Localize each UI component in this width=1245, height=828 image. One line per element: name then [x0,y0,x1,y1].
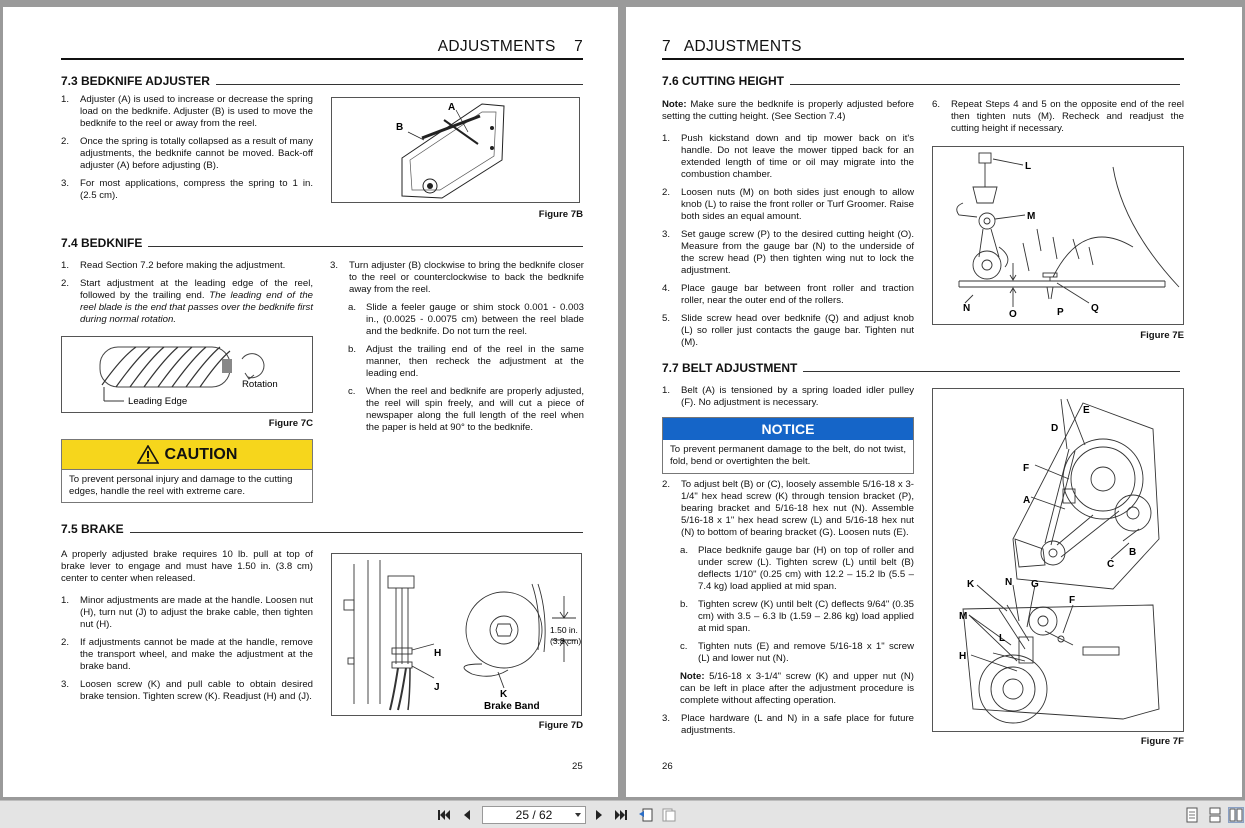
notice-text: To prevent permanent damage to the belt, do not twist, fold, bend or overtighten the belt. [670,444,906,467]
figure-7f-caption: Figure 7F [1140,736,1184,747]
figure-7b [331,97,580,203]
list-item: 1. Adjuster (A) is used to increase or decrease the spring load on the bedknife. Adjuster (B) is used to move the bedknife to the reel or away from the reel. [61,94,313,129]
label-dim-in: 1.50 in. [550,625,578,635]
list-item: b. Tighten screw (K) until belt (C) deflects 9/64" (0.35 cm) with 3.5 – 6.3 lb (1.59 – 2.86 kg) load applied at mid span. [680,599,914,634]
header-title: ADJUSTMENTS [437,38,556,55]
list-item: 3. Loosen screw (K) and pull cable to obtain desired brake tension. Tighten screw (K). Readjust (H) and (J). [61,679,313,702]
last-page-button[interactable] [613,807,629,823]
label-b: B [396,122,404,133]
list-item: 2. If adjustments cannot be made at the handle, remove the transport wheel, and make the adjustment at the brake band. [61,637,313,672]
forward-view-icon [661,807,677,823]
brake-intro: A properly adjusted brake requires 10 lb. pull at top of brake lever to engage and must have 1.50 in. (3.8 cm) center to center when released. [61,549,313,584]
label-f2: F [1069,595,1076,606]
page-number: 26 [662,761,673,772]
list-item: c. When the reel and bedknife are properly adjusted, the reel will spin freely, and will cut a piece of newspaper along the full length of the reel when the paper is held at 90° to the bedknife. [348,386,584,433]
section-title-7-4: 7.4 BEDKNIFE [61,236,583,250]
section-title-7-7: 7.7 BELT ADJUSTMENT [662,361,1180,375]
label-d: D [1051,423,1059,434]
note: Note: Make sure the bedknife is properly adjusted before setting the cutting height. (See Section 7.4) [662,99,914,122]
figure-7e [932,146,1184,325]
label-leading-edge: Leading Edge [128,396,188,407]
page-25 [3,7,618,797]
label-brake-band: Brake Band [484,701,540,712]
header-title: ADJUSTMENTS [683,38,802,55]
header-chapter: 7 [662,38,671,55]
label-l: L [999,633,1006,644]
label-n: N [1005,577,1013,588]
continuous-page-icon [1208,807,1222,823]
label-m: M [959,611,968,622]
section-7-7-intro [662,385,914,415]
list-item: c. Tighten nuts (E) and remove 5/16-18 x 1" screw (L) and lower nut (N). [680,641,914,664]
dropdown-caret-icon [575,813,581,817]
cutting-height-illustration [933,147,1183,324]
header-chapter: 7 [574,38,583,55]
label-c: C [1107,559,1115,570]
list-item: b. Adjust the trailing end of the reel in the same manner, then recheck the adjustment at the leading end. [348,344,584,379]
caution-header [62,440,312,470]
section-7-3-text [61,94,313,208]
warning-triangle-icon [137,445,159,464]
notice-box [662,417,914,474]
label-a: A [1023,495,1031,506]
section-7-7-text [662,479,914,743]
caution-text: To prevent personal injury and damage to the cutting edges, handle the reel with extreme care. [69,474,293,497]
page-26 [626,7,1242,797]
section-7-4-text-left [61,260,313,332]
figure-7c-caption: Figure 7C [268,418,313,429]
label-dim-cm: (3.8 cm) [550,636,581,646]
list-item: 1. Read Section 7.2 before making the adjustment. [61,260,286,271]
label-h: H [434,648,442,659]
list-item: 1. Minor adjustments are made at the handle. Loosen nut (H), turn nut (J) to adjust the brake cable, then tighten nut (H). [61,595,313,630]
label-l: L [1025,161,1032,172]
first-page-icon [437,809,451,821]
list-item: 3. Set gauge screw (P) to the desired cutting height (O). Measure from the gauge bar (N) to the underside of the screw head (P) then tighten wing nut to lock the adjustment. [662,229,914,276]
go-forward-view-button[interactable] [661,807,677,823]
header-rule [662,58,1184,60]
bedknife-adjuster-illustration [332,98,579,202]
previous-page-icon [462,809,472,821]
label-m: M [1027,211,1036,222]
label-n: N [963,303,971,314]
belt-adjustment-illustration [933,389,1183,731]
back-view-icon [638,807,654,823]
figure-7e-caption: Figure 7E [1140,330,1184,341]
page-header [438,38,583,56]
previous-page-button[interactable] [459,807,475,823]
viewer-toolbar [0,800,1245,828]
label-k: K [967,579,975,590]
page-header [662,38,802,56]
next-page-icon [594,809,604,821]
notice-title: NOTICE [663,418,913,440]
list-item: 3. Place hardware (L and N) in a safe place for future adjustments. [662,713,914,736]
section-7-5-text [61,549,313,709]
last-page-icon [614,809,628,821]
reel-illustration [62,337,312,412]
page-indicator: 25 / 62 [515,808,553,822]
caution-box [61,439,313,503]
section-title-7-6: 7.6 CUTTING HEIGHT [662,74,1180,88]
page-number: 25 [572,761,583,772]
figure-7d-caption: Figure 7D [538,720,583,731]
section-7-6-text-right [932,99,1184,141]
label-rotation: Rotation [242,379,278,390]
section-7-4-text-right [330,260,584,440]
label-e: E [1083,405,1090,416]
single-page-icon [1185,807,1199,823]
section-7-6-text [662,99,914,355]
list-item: a. Slide a feeler gauge or shim stock 0.001 - 0.003 in., (0.0025 - 0.0075 cm) between the reel blade and the bedknife. Do not turn the reel. [348,302,584,337]
header-rule [61,58,583,60]
label-p: P [1057,307,1064,318]
two-page-view-button[interactable] [1228,807,1244,823]
list-item: 2. Once the spring is totally collapsed as a result of many adjustments, the bedknife cannot be moved. Back-off adjuster (A) before adjusting (B). [61,136,313,171]
first-page-button[interactable] [436,807,452,823]
note: Note: 5/16-18 x 3-1/4" screw (K) and upper nut (N) can be left in place after the adjustment procedure is complete without affecting operation. [680,671,914,706]
list-item: 4. Place gauge bar between front roller and traction roller, near the outer end of the rollers. [662,283,914,306]
figure-7b-caption: Figure 7B [538,209,583,220]
label-b: B [1129,547,1137,558]
continuous-view-button[interactable] [1207,807,1223,823]
figure-7c [61,336,313,413]
figure-7f [932,388,1184,732]
page-number-input[interactable] [482,806,586,824]
go-back-view-button[interactable] [638,807,654,823]
list-item: 3. For most applications, compress the spring to 1 in. (2.5 cm). [61,178,313,201]
section-title-7-3: 7.3 BEDKNIFE ADJUSTER [61,74,583,88]
two-page-icon [1229,808,1243,822]
list-item: 5. Slide screw head over bedknife (Q) and adjust knob (L) so roller just contacts the gauge bar. Tighten nut (M). [662,313,914,348]
single-page-view-button[interactable] [1184,807,1200,823]
figure-7d [331,553,582,716]
list-item: 6. Repeat Steps 4 and 5 on the opposite end of the reel then tighten nuts (M). Recheck and readjust the cutting height if necessary. [932,99,1184,134]
list-item: 1. Belt (A) is tensioned by a spring loaded idler pulley (F). No adjustment is necessary. [662,385,914,408]
label-h: H [959,651,967,662]
label-q: Q [1091,303,1099,314]
list-item: a. Place bedknife gauge bar (H) on top of roller and under screw (L). Tighten screw (L) until belt (B) deflects 1/10" (0.25 cm) with 12.2 – 15.2 lb (5.5 – 7.4 kg) load applied at mid span. [680,545,914,592]
next-page-button[interactable] [591,807,607,823]
label-o: O [1009,309,1017,320]
section-title-7-5: 7.5 BRAKE [61,522,583,536]
list-item: 3. Turn adjuster (B) clockwise to bring the bedknife closer to the reel or counterclockwise to back the bedknife away from the reel. [330,260,584,295]
label-f: F [1023,463,1030,474]
list-item: 2. To adjust belt (B) or (C), loosely assemble 5/16-18 x 3-1/4" hex head screw (K) through tension bracket (P), bearing bracket and 5/16-18 hex nut (N). Assemble 5/16-18 x 1" hex head screw (L) and 5/16-18 hex nut (N) to bottom of bearing bracket (G). Loosen nuts (E). [662,479,914,538]
label-a: A [448,102,456,113]
caution-title: CAUTION [164,445,238,463]
label-k: K [500,689,508,700]
label-g: G [1031,579,1039,590]
list-item: 1. Push kickstand down and tip mower back on it's handle. Do not leave the mower tipped back for an extended length of time or oil may migrate into the combustion chamber. [662,133,914,180]
list-item: 2. Loosen nuts (M) on both sides just enough to allow knob (L) to raise the front roller or Turf Groomer. Raise both sides an equal amount. [662,187,914,222]
label-j: J [434,682,440,693]
brake-illustration [332,554,581,715]
list-item: 2. Start adjustment at the leading edge of the reel, followed by the trailing end. The leading end of the reel blade is the end that passes over the bedknife first during normal rotation. [61,278,313,325]
